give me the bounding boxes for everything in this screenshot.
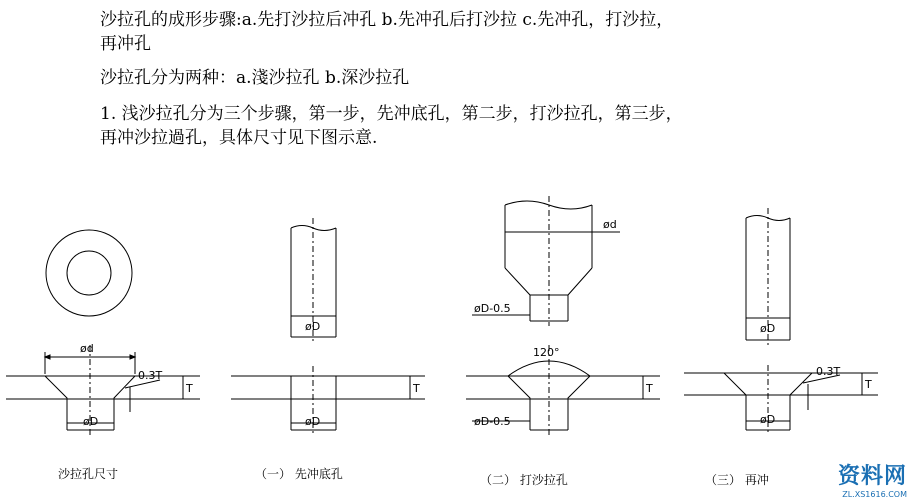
dim-angle: 120° — [533, 346, 560, 359]
dim-0.3T: 0.3T — [816, 365, 841, 378]
figure-step1-pierce — [231, 218, 425, 481]
dim-0.3T: 0.3T — [138, 369, 163, 382]
dim-punch-tip: øD-0.5 — [474, 302, 511, 315]
dim-punch-d: ød — [603, 218, 617, 231]
dim-T: T — [186, 382, 193, 395]
figure-countersink-dimensions — [6, 230, 200, 481]
intro-line-3-cont: 再冲沙拉過孔，具体尺寸见下图示意. — [100, 128, 378, 148]
caption-countersink: 沙拉孔尺寸 — [58, 467, 119, 481]
top-view-outer-circle — [46, 230, 132, 316]
dim-punch-D: øD — [305, 320, 321, 333]
watermark-logo — [838, 459, 907, 499]
dim-T: T — [865, 378, 872, 391]
countersink-profile — [45, 376, 67, 430]
dim-bottom-D: øD — [83, 415, 99, 428]
intro-line-1-cont: 再冲孔 — [100, 34, 151, 54]
dim-hole-tip: øD-0.5 — [474, 415, 511, 428]
watermark-url: ZL.XS1616.COM — [842, 490, 907, 499]
figure-step2-countersink — [466, 196, 660, 487]
caption-step2: （二） 打沙拉孔 — [480, 473, 568, 487]
dim-punch-D: øD — [760, 322, 776, 335]
watermark-name: 资料网 — [837, 464, 907, 489]
intro-line-1: 沙拉孔的成形步骤:a.先打沙拉后冲孔 b.先冲孔后打沙拉 c.先冲孔，打沙拉， — [100, 10, 674, 30]
figure-step3-repierce — [684, 208, 878, 487]
intro-line-2: 沙拉孔分为两种：a.淺沙拉孔 b.深沙拉孔 — [100, 68, 410, 88]
caption-step3: （三） 再冲 — [705, 473, 769, 487]
dim-top-d: ød — [80, 342, 94, 355]
dim-T: T — [413, 382, 420, 395]
dim-T: T — [646, 382, 653, 395]
intro-line-3: 1. 浅沙拉孔分为三个步骤，第一步，先冲底孔，第二步，打沙拉孔，第三步， — [100, 104, 683, 124]
dim-hole-D: øD — [760, 413, 776, 426]
dim-hole-D: øD — [305, 415, 321, 428]
caption-step1: （一） 先冲底孔 — [255, 467, 343, 481]
top-view-inner-circle — [67, 251, 111, 295]
